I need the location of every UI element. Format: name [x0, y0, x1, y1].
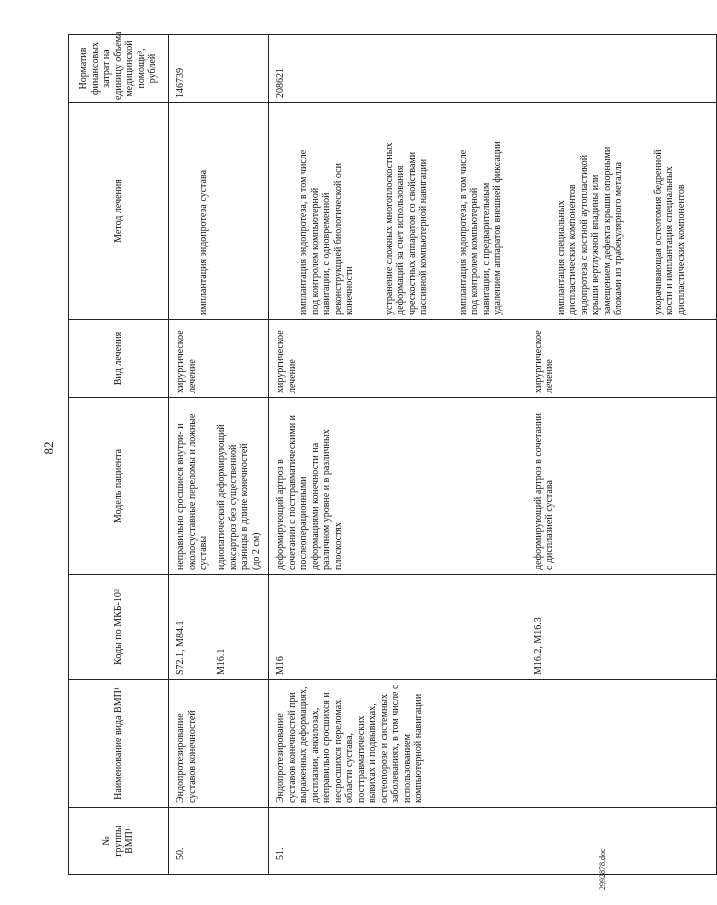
treatment-method-cell	[169, 102, 269, 319]
treatment-type-cell: хирургическое лечение	[269, 319, 529, 397]
header-treatment-method: Метод лечения	[69, 102, 169, 319]
icd-codes-cell: S72.1, M84.1	[169, 574, 212, 679]
icd-codes-cell: M16.2, M16.3	[529, 574, 717, 679]
treatment-type-cell: хирургическое лечение	[169, 319, 269, 397]
treatment-method-cell	[269, 102, 529, 319]
treatment-type-cell: хирургическое лечение	[529, 319, 717, 397]
vmp-name-cell: Эндопротезирование суставов конечностей	[169, 679, 269, 807]
patient-model-cell: неправильно сросшиеся внутри- и околосуставные переломы и ложные суставы	[169, 397, 212, 574]
icd-codes-cell: M16	[269, 574, 529, 679]
group-number-cell: 51.	[269, 807, 717, 874]
cost-norm-cell: 208621	[269, 34, 717, 102]
table-row	[169, 34, 212, 874]
vmp-name-cell: Эндопротезирование суставов конечностей при выраженных деформациях, дисплазии, анкилозах, неправильно сросшихся и несросшихся переломах области сустава, посттравматических вывихах и подвывихах, остеопорозе и системных заболеваниях, в том числе с использованием компьютерной навигации	[269, 679, 717, 807]
header-icd-codes: Коды по МКБ-10²	[69, 574, 169, 679]
icd-codes-cell: M16.1	[212, 574, 269, 679]
header-row	[69, 34, 169, 874]
cost-norm-cell: 146739	[169, 34, 269, 102]
patient-model-cell: идиопатический деформирующий коксартроз без существенной разницы в длине конечностей (до 2 см)	[212, 397, 269, 574]
header-vmp-name: Наименование вида ВМП¹	[69, 679, 169, 807]
method-item: устранение сложных многоплоскостных деформаций за счет использования чрескостных аппаратов со свойствами пассивной компьютерной навигации	[383, 142, 429, 315]
method-item: имплантация специальных диспластических компонентов эндопротеза с костной аутопластикой крыши вертлужной впадины или замещением дефекта крыши опорными блоками из трабекулярного металла	[555, 146, 624, 315]
vmp-table	[68, 31, 717, 875]
patient-model-cell: деформирующий артроз в сочетании с дисплазией сустава	[529, 397, 717, 574]
patient-model-cell: деформирующий артроз в сочетании с посттравматическими и послеоперационными деформациями конечности на различном уровне и в различных плоскостях	[269, 397, 529, 574]
method-item: укорачивающая остеотомия бедренной кости и имплантация специальных диспластических компонентов	[652, 149, 687, 315]
treatment-method-cell	[529, 102, 717, 319]
footer-filename: 2992878.doc	[598, 848, 607, 890]
page-number: 82	[41, 441, 56, 455]
header-patient-model: Модель пациента	[69, 397, 169, 574]
group-number-cell: 50.	[169, 807, 269, 874]
method-item: имплантация эндопротеза, в том числе под контролем компьютерной навигации, с предварительным удалением аппаратов внешней фиксации	[457, 141, 503, 315]
table-row	[269, 34, 529, 874]
method-item: имплантация эндопротеза сустава	[198, 169, 209, 315]
header-treatment-type: Вид лечения	[69, 319, 169, 397]
header-cost-norm: Норматив финансовых затрат на единицу объема медицинской помощи³, рублей	[69, 34, 169, 102]
header-group-number: № группы ВМП¹	[69, 807, 169, 874]
method-item: имплантация эндопротеза, в том числе под контролем компьютерной навигации, с одновременной реконструкцией биологической оси конечности	[298, 149, 355, 315]
